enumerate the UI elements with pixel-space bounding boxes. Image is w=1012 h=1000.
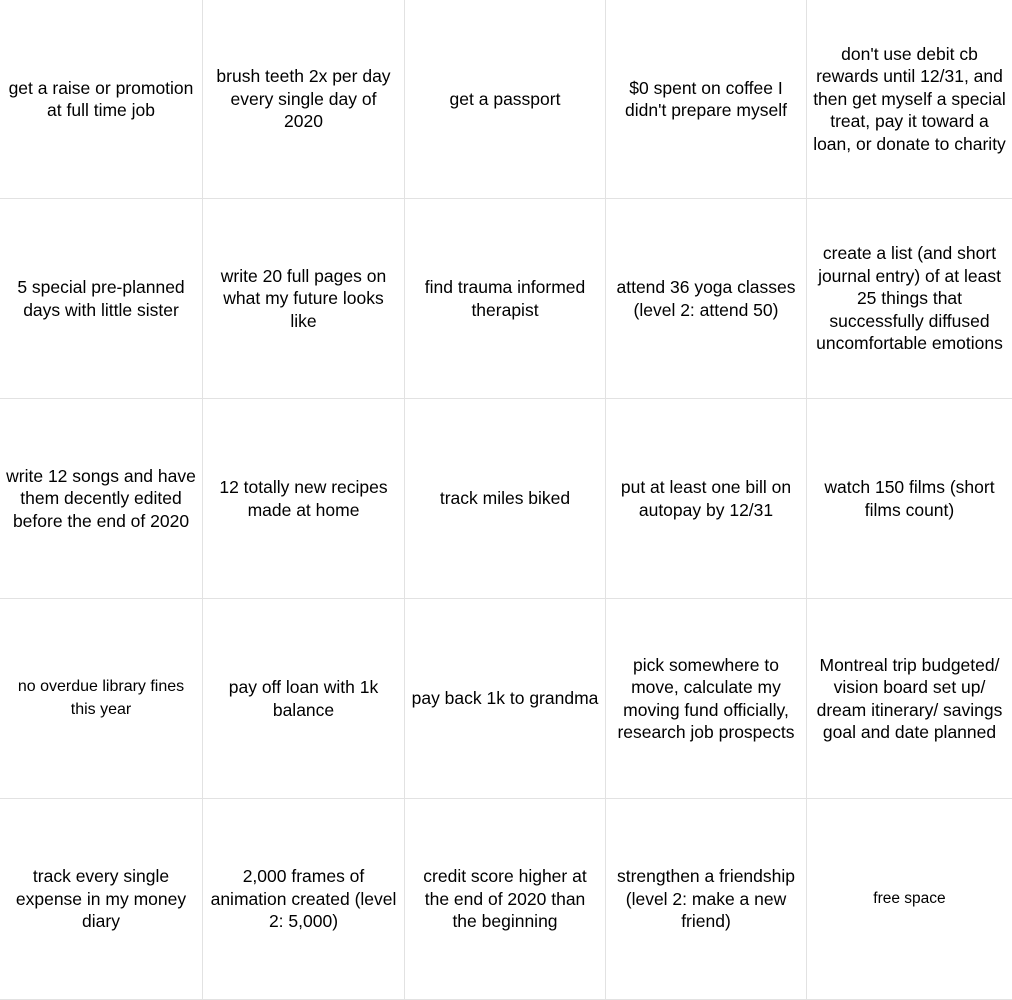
bingo-cell[interactable] <box>0 0 203 199</box>
bingo-cell[interactable] <box>807 399 1012 599</box>
bingo-cell[interactable] <box>405 599 606 799</box>
cell-text: don't use debit cb rewards until 12/31, and then get myself a special treat, pay it toward a loan, or donate to charity <box>813 43 1006 154</box>
bingo-cell[interactable] <box>405 399 606 599</box>
bingo-cell[interactable] <box>203 199 405 399</box>
cell-text: get a raise or promotion at full time job <box>8 77 194 120</box>
bingo-cell[interactable] <box>606 199 807 399</box>
cell-text: pay off loan with 1k balance <box>228 677 379 720</box>
cell-text: 12 totally new recipes made at home <box>219 477 388 520</box>
cell-text: brush teeth 2x per day every single day of 2020 <box>216 66 391 132</box>
cell-text: track every single expense in my money diary <box>15 866 187 932</box>
cell-text: find trauma informed therapist <box>424 277 586 320</box>
bingo-cell[interactable] <box>0 199 203 399</box>
bingo-cell[interactable] <box>807 599 1012 799</box>
cell-text: track miles biked <box>439 488 571 509</box>
bingo-cell[interactable] <box>405 0 606 199</box>
free-space-cell[interactable] <box>807 799 1012 1000</box>
bingo-cell[interactable] <box>606 799 807 1000</box>
bingo-cell[interactable] <box>807 0 1012 199</box>
cell-text: strengthen a friendship (level 2: make a new friend) <box>616 866 796 932</box>
bingo-cell[interactable] <box>0 399 203 599</box>
cell-text: pay back 1k to grandma <box>411 688 599 709</box>
bingo-cell[interactable] <box>405 199 606 399</box>
bingo-cell[interactable] <box>606 599 807 799</box>
bingo-cell[interactable] <box>203 399 405 599</box>
cell-text: put at least one bill on autopay by 12/31 <box>620 477 792 520</box>
cell-text: create a list (and short journal entry) of at least 25 things that successfully diffused uncomfortable emotions <box>816 243 1003 354</box>
bingo-cell[interactable] <box>606 0 807 199</box>
cell-text: 5 special pre-planned days with little sister <box>17 277 185 320</box>
bingo-cell[interactable] <box>0 799 203 1000</box>
cell-text: Montreal trip budgeted/ vision board set up/ dream itinerary/ savings goal and date planned <box>816 654 1003 742</box>
cell-text: $0 spent on coffee I didn't prepare myself <box>625 77 787 120</box>
bingo-cell[interactable] <box>203 799 405 1000</box>
bingo-cell[interactable] <box>606 399 807 599</box>
cell-text: credit score higher at the end of 2020 than the beginning <box>423 866 587 932</box>
cell-text: write 12 songs and have them decently edited before the end of 2020 <box>6 465 196 531</box>
bingo-cell[interactable] <box>203 0 405 199</box>
cell-text: 2,000 frames of animation created (level 2: 5,000) <box>210 866 397 932</box>
cell-text: attend 36 yoga classes (level 2: attend 50) <box>616 277 796 320</box>
bingo-cell[interactable] <box>405 799 606 1000</box>
cell-text: watch 150 films (short films count) <box>824 477 995 520</box>
cell-text: no overdue library fines this year <box>17 678 185 718</box>
cell-text: free space <box>873 889 946 907</box>
bingo-cell[interactable] <box>0 599 203 799</box>
cell-text: get a passport <box>449 88 561 109</box>
cell-text: write 20 full pages on what my future looks like <box>220 265 387 331</box>
bingo-cell[interactable] <box>203 599 405 799</box>
bingo-cell[interactable] <box>807 199 1012 399</box>
cell-text: pick somewhere to move, calculate my moving fund officially, research job prospects <box>617 654 795 742</box>
